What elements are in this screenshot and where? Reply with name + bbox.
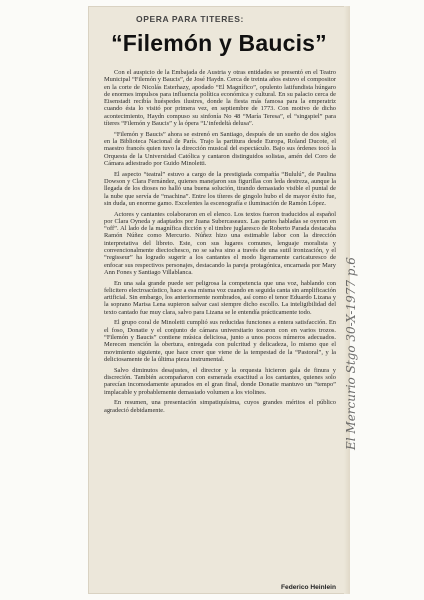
article-paragraph: Con el auspicio de la Embajada de Austria y otras entidades se presentó en el Teatro Municipal “Filemón y Baucis”, de José Haydn. Cerca de treinta años estuvo el compositor en la corte de Nicolás Esterhazy, apodado “El Magnífico”, opulento latifundista húngaro de enormes impulsos para influencia política económica y cultural. En su palacio cerca de Eisenstadt recibía huéspedes ilustres, donde la fiesta más famosa para la emperatriz cuando ésta lo visitó por primera vez, en septiembre de 1773. Con motivo de dicho acontecimiento, Haydn compuso su sinfonía No 48 “María Teresa”, el “singspiel” para títeres “Filemón y Baucis” y la ópera “L’infedeltà delusa”. [104,69,336,128]
article-paragraph: El aspecto “teatral” estuvo a cargo de la prestigiada compañía “Bululú”, de Paulina Dowson y Clara Fernández, quienes manejaron sus figurillas con leda destreza, aunque la llegada de los dioses no halló una buena solución, tirando demasiado visible el puntal de la nube que servía de “machina”. Entre los títeres de gingolo hubo el de mayor éxito fue, sin duda, un enorme gamo. Excelentes la escenografía e iluminación de Ramón López. [104,170,336,207]
article-paragraph: El grupo coral de Minoletti cumplió sus reducidas funciones a entera satisfacción. En el foso, Donatie y el conjunto de cámara universitario tocaron con en varios trozos. “Filemón y Baucis” contiene música deliciosa, junto a unos pocos números adecuados. Merecen mención la obertura, entregada con pulcritud y delicadeza, lo mismo que el movimiento siguiente, que hace creer que viene de la tempestad de la “Pastoral”, y la deliciosamente de la última pieza instrumental. [104,319,336,363]
article-paragraph: En resumen, una presentación simpatiquísima, cuyos grandes méritos el público agradeció debidamente. [104,399,336,414]
article-paragraph: “Filemón y Baucis” ahora se estrenó en Santiago, después de un sueño de dos siglos en la Biblioteca Nacional de París. Trajo la partitura desde Europa, Roland Ducote, el maestro francés quien tuvo la dirección musical del espectáculo. Bajo sus órdenes tocó la Orquesta de la Universidad Católica y cantaron distinguidos solistas, amén del Coro de Cámara adiestrado por Guido Minoletti. [104,130,336,167]
article-kicker: OPERA PARA TITERES: [136,14,244,24]
article-byline: Federico Heinlein [281,584,336,591]
article-headline: “Filemón y Baucis” [111,30,327,56]
article-paragraph: Actores y cantantes colaboraron en el elenco. Los textos fueron traducidos al español por Clara Oyneda y adaptados por Juana Subercaseaux. Las partes habladas se oyeron en “off”. Al lado de la magnífica dicción y el timbre juglaresco de Roberto Parada destacaba Ramón Núñez como Mercurio. Núñez hizo una estimable labor con la dirección interpretativa del libreto. Este, con sus lugares comunes, lenguaje moralista y convencionalmente dieciochesco, no se salva sino a través de una sutil ironización, y el “regisseur” ha logrado sugerir a los cantantes el modo ligeramente caricaturesco de enfocar sus respectivos personajes, destacando la pareja protagónica, encarnada por Mary Ann Fones y Santiago Villablanca. [104,210,336,276]
article-body [104,69,336,417]
article-paragraph: Salvo diminutos desajustes, el director y la orquesta hicieron gala de finura y discreción. También acompañaron con esmerada exactitud a los cantantes, quienes solo parecían incomodamente apurados en el gran final, donde Donatie mantuvo un “tempo” implacable y probablemente demasiado volumen a los violines. [104,366,336,396]
newspaper-clipping [88,6,350,594]
article-paragraph: En una sala grande puede ser peligrosa la competencia que una voz, hablando con felicitero electroacústico, hace a esa misma voz cuando en seguida canta sin amplificación artificial. Sin embargo, los anteriormente nombrados, así como el tenor Eduardo Lizana y la soprano Marisa Lena supieron salvar casi siempre dicho escollo. La inteligibilidad del texto cantado fue muy clara, salvo para Lizana se le entendía prácticamente todo. [104,279,336,316]
handwritten-source-note: El Mercurio Stgo 30-X-1977 p.6 [344,257,358,450]
